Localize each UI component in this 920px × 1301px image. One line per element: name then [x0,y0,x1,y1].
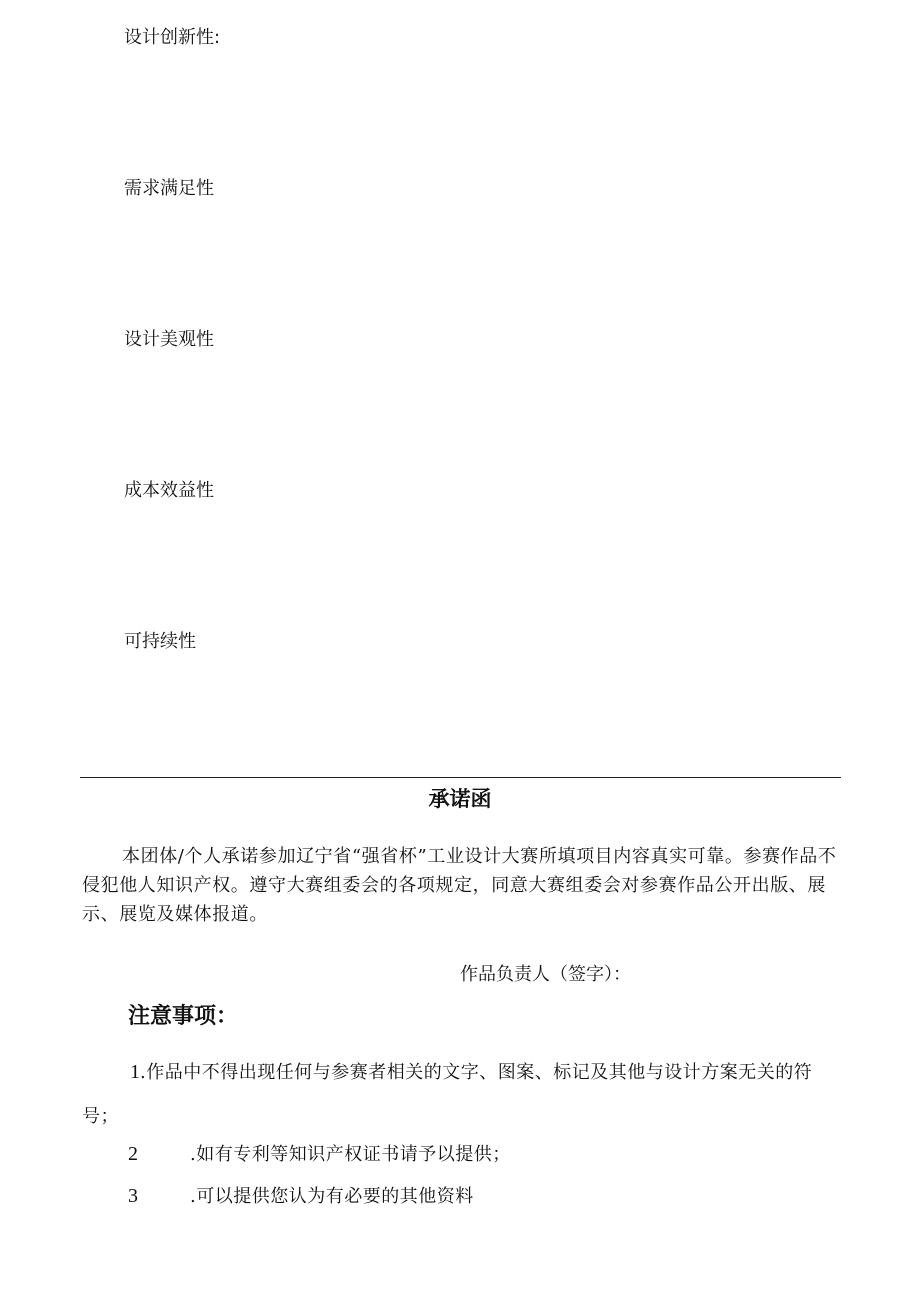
note-number: 3 [128,1185,138,1207]
criterion-sustainability: 可持续性 [124,631,196,652]
note-item [128,1141,511,1168]
criterion-demand-satisfaction: 需求满足性 [124,178,214,199]
criterion-design-aesthetics: 设计美观性 [124,329,214,350]
criterion-design-innovation: 设计创新性: [124,27,221,48]
pledge-body: 本团体/个人承诺参加辽宁省“强省杯”工业设计大赛所填项目内容真实可靠。参赛作品不侵犯他人知识产权。遵守大赛组委会的各项规定，同意大赛组委会对参赛作品公开出版、展示、展览及媒体报道。 [82,846,837,925]
note-text: .如有专利等知识产权证书请予以提供； [190,1144,511,1165]
signature-label: 作品负责人（签字）： [460,964,631,985]
note-text: .作品中不得出现任何与参赛者相关的文字、图案、标记及其他与设计方案无关的符号； [82,1062,813,1127]
criterion-cost-effectiveness: 成本效益性 [124,480,214,501]
pledge-title: 承诺函 [428,787,492,811]
section-divider [80,777,841,778]
note-item [128,1183,474,1210]
note-item [82,1050,842,1139]
notes-heading: 注意事项： [128,1004,239,1029]
note-number: 2 [128,1143,138,1165]
note-text: .可以提供您认为有必要的其他资料 [190,1186,474,1207]
note-number: 1 [130,1061,140,1083]
